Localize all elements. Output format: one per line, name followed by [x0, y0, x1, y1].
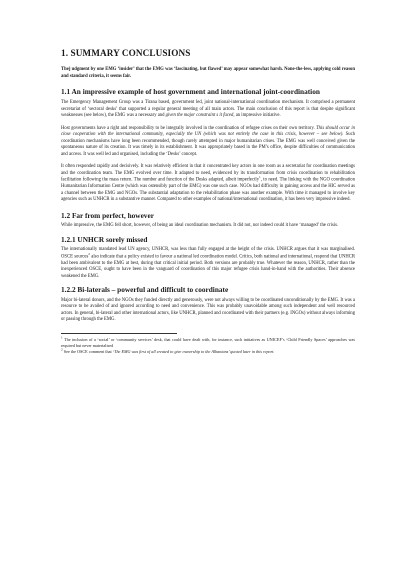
- paragraph: [61, 126, 355, 159]
- text-run: also indicate that a policy existed to favour a national led coordination model. Critics, both national and international, respond that UNHCR had been ambivalent to the EMG at best, during that critical initial period. Both versions are probably true. Whatever the reason, UNHCR, rather than the inexperienced OSCE, ought to have been in the vanguard of coordination of this major refugee crisis hand-in-hand with the authorities. Their absence weakened the EMG.: [61, 254, 355, 279]
- footnote-quote: ‘The EMG was first of all created to give ownership to the Albanians’ quoted later in this report.: [112, 349, 275, 355]
- document-page: [61, 48, 355, 356]
- text-run: , an impressive initiative.: [233, 113, 281, 118]
- footnote: [61, 337, 355, 348]
- text-run: The internationally mandated lead UN agency, UNHCR, was less than fully engaged at the height of the crisis. UNHCR argues that it was marginalised. OSCE sources: [61, 247, 355, 260]
- paragraph: While impressive, the EMG fell short, however, of being an ideal coordination mechanism. It did not, nor indeed could it have ‘managed’ the crisis.: [61, 223, 339, 229]
- emphasis-text: This should occur in close cooperation with the international community, especially the UN (which was not entirely the case in this crisis, however – see below).: [61, 125, 355, 137]
- emphasis-text: given the major constraint s it faced: [165, 113, 234, 118]
- paragraph: [61, 164, 355, 204]
- paragraph: [61, 100, 355, 120]
- footnote-ref[interactable]: 2: [88, 251, 90, 256]
- lead-paragraph: Thej udgment by one EMG ‘insider’ that the EMG was ‘fascinating, but flawed’ may appear somewhat harsh. None-the-less, applying cold reason and standard criteria, it seems fair.: [61, 67, 355, 79]
- text-run: The Emergency Management Group was a Tirana based, government led, joint national-international coordination mechanism. It comprised a permanent secretariat of ‘sectoral desks’ that supported a regular general meeting of all main actors. The main conclusion of this report is that despite significant weaknesses (see below), the EMG was a necessary and: [61, 100, 355, 118]
- text-run: It often responded rapidly and decisively. It was relatively efficient in that it concentrated key actors in one room as a secretariat for coordination meetings and the coordination team. The EMG evolved over time. It adapted to need, evidenced by its transformation from crisis coordination to rehabilitation facilitation following the mass return. The number and function of the Desks adapted, albeit imperfectly: [61, 164, 355, 183]
- heading-1-1: 1.1 An impressive example of host government and international joint-coordination: [61, 87, 320, 97]
- footnote-divider: [61, 333, 177, 334]
- footnote: [61, 349, 355, 355]
- text-run: , to need. The linking with the NGO coordination Humanitarian Information Centre (which was ostensibly part of the EMG) was one such case. NGOs had difficulty in gaining access and the HIC served as a channel between the EMG and NGOs. The substantial adaptation to the rehabilitation phase was another example. With time it managed to involve key agencies such as UNHCR in a substantive manner. Compared to other examples of national/international coordination, it has been very impressive indeed.: [61, 177, 355, 203]
- footnote-mark: 2: [61, 347, 63, 352]
- footnote-text: See the OSCE comment that: [63, 349, 112, 355]
- section-title: 1. SUMMARY CONCLUSIONS: [61, 48, 191, 58]
- paragraph: [61, 247, 355, 280]
- footnote-ref[interactable]: 1: [259, 175, 261, 179]
- heading-1-2-1: 1.2.1 UNHCR sorely missed: [61, 234, 148, 244]
- text-run: Host governments have a right and responsibility to be integrally involved in the coordination of refugee crises on their own territory.: [61, 125, 315, 131]
- heading-1-2-2: 1.2.2 Bi-laterals – powerful and difficult to coordinate: [61, 285, 229, 295]
- footnote-mark: 1: [61, 335, 63, 340]
- heading-1-2: 1.2 Far from perfect, however: [61, 210, 154, 220]
- text-run: Such coordination mechanisms have long been recommended, though rarely attempted in major humanitarian crises. The EMG was well conceived given the spontaneous nature of its creation. It was timely in its establishment. It was appropriately based in the PM’s office, despite difficulties of communication and access. It was well led and organised, including the ‘Desks’ concept.: [61, 132, 356, 157]
- paragraph: Major bi-lateral donors, and the NGOs they funded directly and generously, were not always willing to be coordinated unconditionally by the EMG. It was a resource to be availed of and ignored according to need and convenience. This was probably unavoidable among such independent and well resourced actors. In general, bi-lateral and other international actors, like UNHCR, planned and coordinated with their partners (e.g. INGOs) without always informing or passing through the EMG.: [61, 297, 355, 323]
- footnote-text: The inclusion of a ‘social’ or ‘community services’ desk, that could have dealt with, for instance, such initiatives as UNICEF’s ‘Child Friendly Spaces’ approaches was required but never materialised: [61, 336, 355, 348]
